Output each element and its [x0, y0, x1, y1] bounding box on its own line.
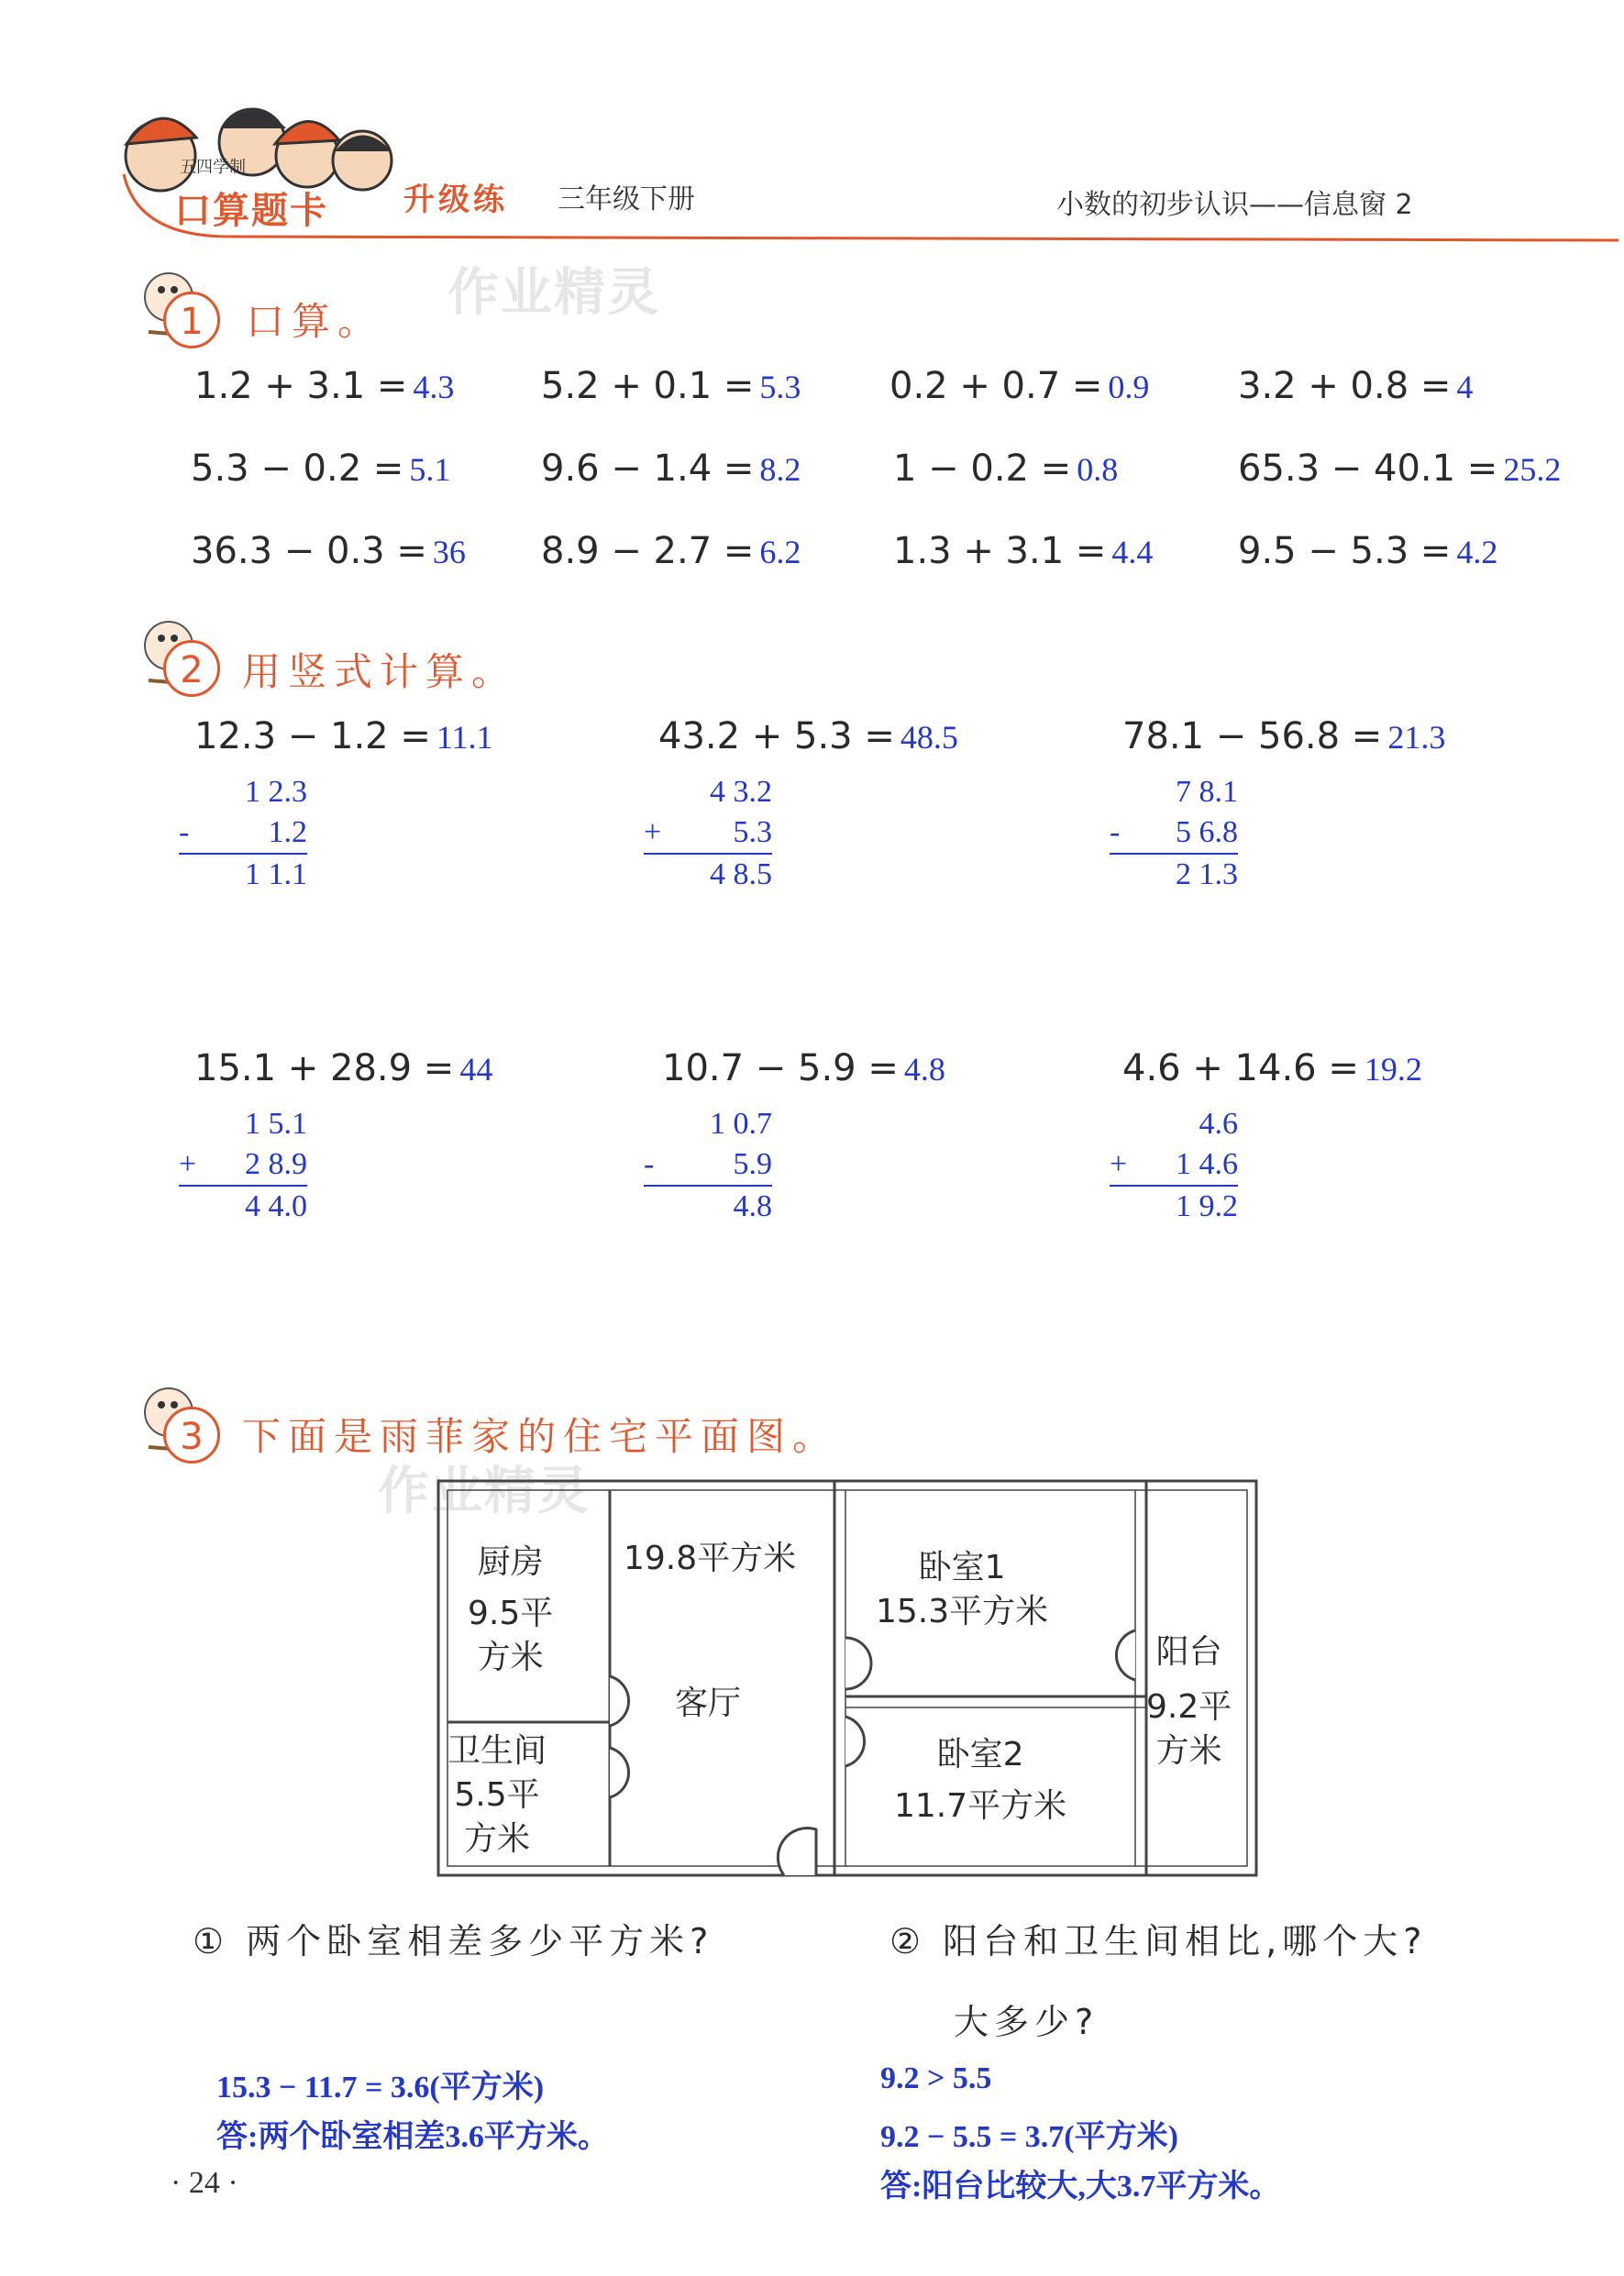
mental-item: 1.3 + 3.1 = 4.4	[893, 530, 1154, 572]
answer: 5.1	[409, 451, 451, 488]
vertical-equation: 4.6 + 14.6 = 19.2	[1122, 1047, 1422, 1089]
vertical-work: 1 0.7 - 5.9 4.8	[644, 1107, 772, 1223]
room-bedroom-2: 卧室2 11.7平方米	[894, 1736, 1067, 1825]
vertical-work: 4.6 + 1 4.6 1 9.2	[1110, 1107, 1238, 1223]
logo-subtitle: 五四学制	[180, 158, 246, 177]
solution-1-equation: 15.3 − 11.7 = 3.6(平方米)	[216, 2071, 545, 2105]
answer: 8.2	[759, 451, 801, 488]
answer: 0.9	[1108, 369, 1150, 405]
logo-title: 口算题卡	[174, 190, 328, 232]
room-kitchen: 厨房 9.5平 方米	[468, 1543, 554, 1676]
answer: 4.8	[903, 1051, 945, 1088]
page-number: · 24 ·	[171, 2166, 238, 2200]
mental-item: 5.3 − 0.2 = 5.1	[191, 447, 451, 490]
answer: 11.1	[436, 719, 493, 756]
answer: 44	[459, 1051, 493, 1088]
answer: 4.3	[413, 369, 455, 405]
section-number-3: 3	[163, 1407, 220, 1464]
mental-item: 3.2 + 0.8 = 4	[1238, 365, 1474, 407]
solution-2-equation: 9.2 − 5.5 = 3.7(平方米)	[880, 2120, 1178, 2154]
floor-plan	[431, 1476, 1265, 1889]
question-1: ① 两个卧室相差多少平方米?	[193, 1921, 714, 1961]
room-bathroom: 卫生间 5.5平 方米	[447, 1732, 547, 1858]
vertical-work: 1 5.1 + 2 8.9 4 4.0	[179, 1107, 307, 1223]
answer: 36	[432, 534, 466, 570]
answer: 0.8	[1077, 451, 1119, 488]
answer: 48.5	[900, 719, 958, 756]
mental-item: 1 − 0.2 = 0.8	[893, 447, 1119, 490]
solution-2-compare: 9.2 > 5.5	[880, 2061, 992, 2095]
mental-item: 0.2 + 0.7 = 0.9	[889, 365, 1150, 407]
answer: 4.4	[1111, 534, 1154, 570]
mental-item: 36.3 − 0.3 = 36	[191, 530, 466, 572]
answer: 6.2	[759, 534, 801, 570]
room-balcony: 阳台 9.2平 方米	[1146, 1633, 1232, 1770]
vertical-equation: 10.7 − 5.9 = 4.8	[662, 1047, 945, 1089]
section-number-1: 1	[163, 292, 220, 348]
answer: 25.2	[1503, 451, 1562, 488]
question-2: ② 阳台和卫生间相比,哪个大?	[889, 1921, 1428, 1961]
mental-item: 5.2 + 0.1 = 5.3	[541, 365, 801, 407]
watermark: 作业精灵	[378, 1462, 591, 1521]
mental-item: 1.2 + 3.1 = 4.3	[194, 365, 455, 407]
vertical-work: 7 8.1 - 5 6.8 2 1.3	[1110, 775, 1238, 891]
room-living-area: 19.8平方米	[624, 1540, 797, 1577]
mental-item: 9.5 − 5.3 = 4.2	[1238, 530, 1498, 572]
section-title-1: 口算。	[246, 299, 384, 344]
question-2-continued: 大多少?	[954, 2002, 1099, 2042]
grade-label: 三年级下册	[558, 183, 695, 215]
series-label: 升级练	[403, 182, 508, 218]
room-living: 客厅	[675, 1685, 742, 1722]
vertical-equation: 12.3 − 1.2 = 11.1	[194, 715, 493, 757]
vertical-equation: 15.1 + 28.9 = 44	[194, 1047, 493, 1089]
mental-item: 9.6 − 1.4 = 8.2	[541, 447, 801, 490]
section-number-2: 2	[163, 640, 220, 697]
watermark: 作业精灵	[447, 263, 660, 323]
vertical-equation: 78.1 − 56.8 = 21.3	[1122, 715, 1446, 757]
solution-2-answer: 答:阳台比较大,大3.7平方米。	[880, 2170, 1281, 2204]
answer: 21.3	[1387, 719, 1446, 756]
answer: 19.2	[1364, 1051, 1422, 1088]
mental-item: 65.3 − 40.1 = 25.2	[1238, 447, 1562, 490]
answer: 5.3	[759, 369, 801, 405]
vertical-work: 4 3.2 + 5.3 4 8.5	[644, 775, 772, 891]
chapter-label: 小数的初步认识——信息窗 2	[1056, 189, 1413, 221]
solution-1-answer: 答:两个卧室相差3.6平方米。	[216, 2120, 609, 2154]
answer: 4.2	[1456, 534, 1498, 570]
vertical-equation: 43.2 + 5.3 = 48.5	[658, 715, 958, 757]
section-title-3: 下面是雨菲家的住宅平面图。	[242, 1414, 839, 1459]
answer: 4	[1456, 369, 1474, 405]
mental-item: 8.9 − 2.7 = 6.2	[541, 530, 801, 572]
vertical-work: 1 2.3 - 1.2 1 1.1	[179, 775, 307, 891]
room-bedroom-1: 卧室1 15.3平方米	[876, 1549, 1049, 1630]
section-title-2: 用竖式计算。	[242, 649, 518, 694]
